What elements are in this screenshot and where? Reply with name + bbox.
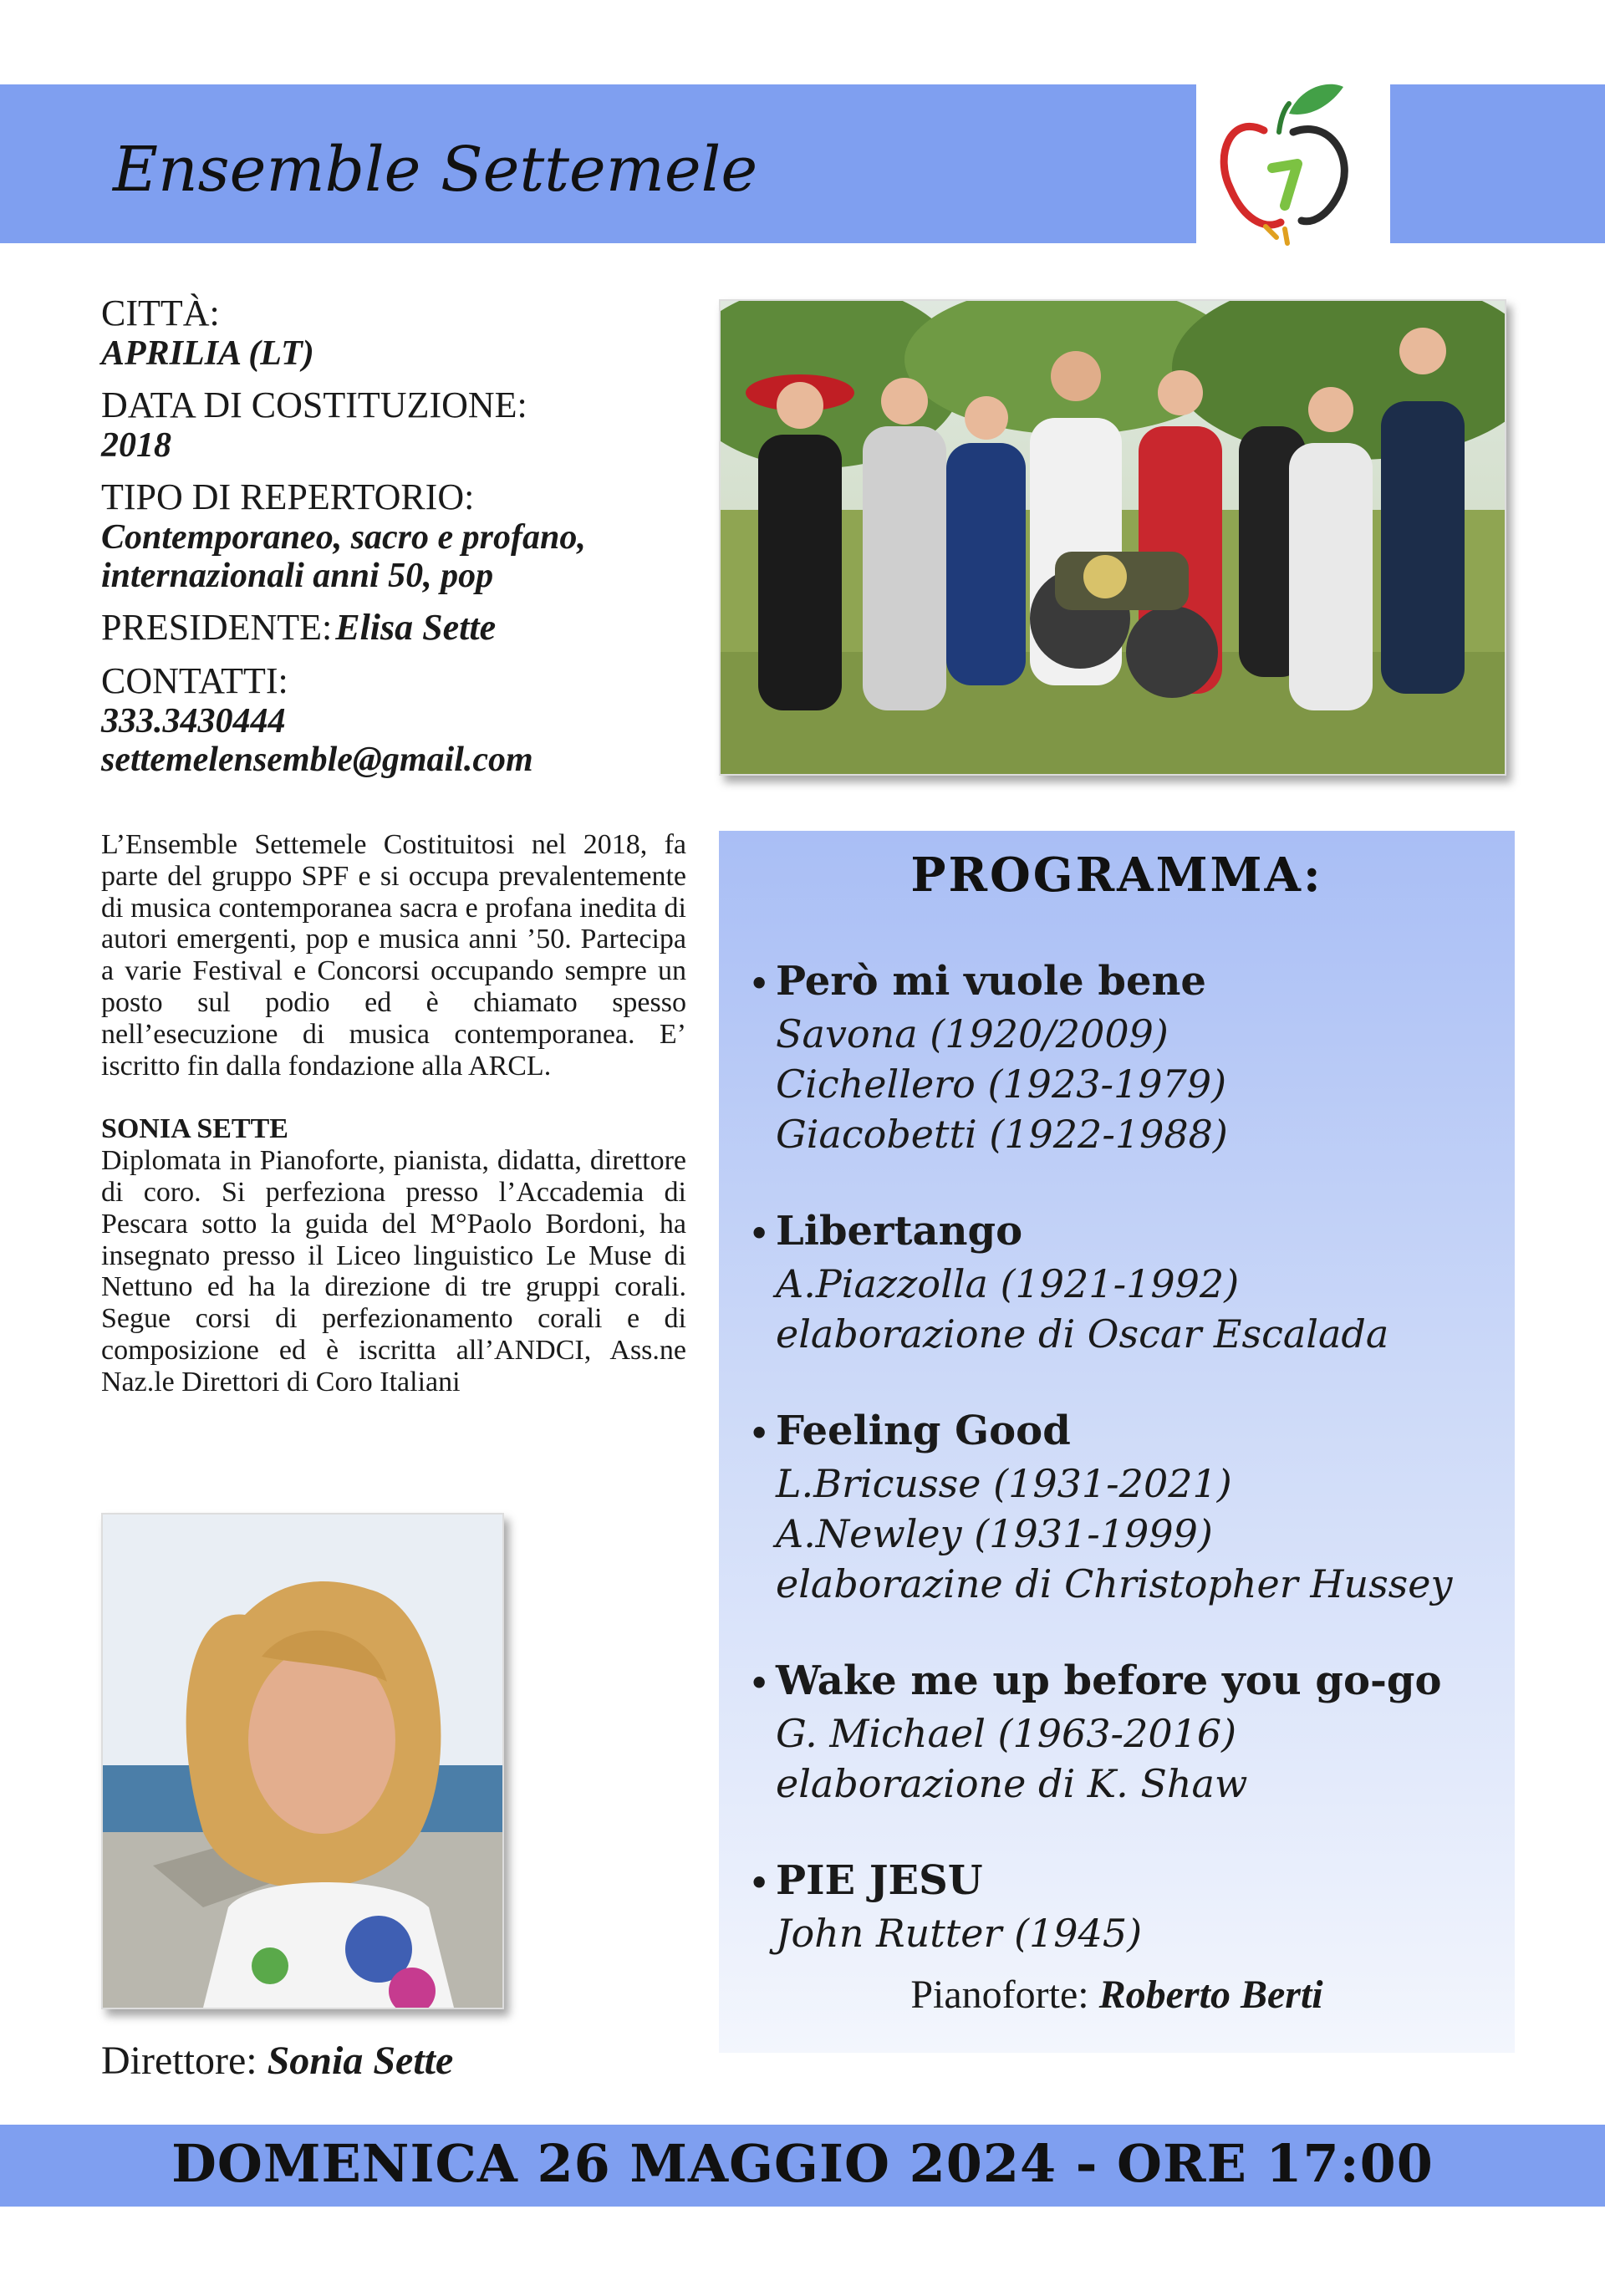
programma-item <box>749 1656 1501 1809</box>
piece-title: Wake me up before you go-go <box>776 1657 1442 1704</box>
presidente-label: PRESIDENTE: <box>101 607 333 648</box>
sonia-description: Diplomata in Pianoforte, pianista, didatta, direttore di coro. Si perfeziona presso l’Accademia di Pescara sotto la guida del M°Paolo Bordoni, ha insegnato presso il Liceo linguistico Le Muse di Nettuno ed ha la direzione di tre gruppi corali. Segue corsi di perfezionamento corali e di composizione ed è iscritta all’ANDCI, Ass.ne Naz.le Direttori di Coro Italiani <box>101 1145 686 1397</box>
programma-item <box>749 1406 1501 1609</box>
piece-credit: elaborazine di Christopher Hussey <box>776 1561 1453 1606</box>
pianoforte-line <box>719 1972 1515 2018</box>
piece-credit: Giacobetti (1922-1988) <box>776 1112 1228 1157</box>
piece-title: PIE JESU <box>776 1857 983 1904</box>
pianoforte-value: Roberto Berti <box>1098 1973 1323 2017</box>
direttore-value: Sonia Sette <box>267 2039 454 2083</box>
contatti-label: CONTATTI: <box>101 660 288 701</box>
piece-credit: elaborazione di K. Shaw <box>776 1761 1248 1806</box>
citta-value: APRILIA (LT) <box>101 334 314 373</box>
piece-credit: John Rutter (1945) <box>776 1911 1143 1956</box>
piece-credit: Cichellero (1923-1979) <box>776 1061 1227 1107</box>
programma-item <box>749 1856 1501 1958</box>
piece-credit: Savona (1920/2009) <box>776 1011 1169 1056</box>
bullet-icon: • <box>749 1414 770 1452</box>
data-value: 2018 <box>101 426 171 465</box>
bio-text <box>101 829 686 1398</box>
repertorio-line-1: Contemporaneo, sacro e profano, <box>101 518 586 557</box>
direttore-line <box>101 2038 453 2084</box>
group-photo <box>719 299 1506 776</box>
piece-credit: A.Newley (1931-1999) <box>776 1511 1213 1556</box>
header-bar-right <box>1390 84 1605 243</box>
citta-label: CITTÀ: <box>101 293 220 333</box>
piece-credit: G. Michael (1963-2016) <box>776 1711 1237 1756</box>
apple-logo <box>1214 80 1364 247</box>
page-title: Ensemble Settemele <box>113 134 758 206</box>
piece-title: Però mi vuole bene <box>776 958 1206 1005</box>
piece-credit: elaborazione di Oscar Escalada <box>776 1311 1389 1357</box>
ensemble-description: L’Ensemble Settemele Costituitosi nel 2018, fa parte del gruppo SPF e si occupa prevalentemente di musica contemporanea sacra e profana inedita di autori emergenti, pop e musica anni ’50. Partecipa a varie Festival e Concorsi occupando sempre un posto sul podio ed è chiamato spesso nell’esecuzione di musica contemporanea. E’ iscritto fin dalla fondazione alla ARCL. <box>101 829 686 1082</box>
bullet-icon: • <box>749 1664 770 1702</box>
programma-box <box>719 831 1515 2053</box>
data-label: DATA DI COSTITUZIONE: <box>101 384 527 425</box>
phone-number[interactable]: 333.3430444 <box>101 702 286 741</box>
direttore-label: Direttore: <box>101 2039 257 2083</box>
piece-title: Feeling Good <box>776 1408 1071 1454</box>
repertorio-label: TIPO DI REPERTORIO: <box>101 476 475 517</box>
programma-item <box>749 1206 1501 1359</box>
bullet-icon: • <box>749 1214 770 1252</box>
programma-list <box>749 956 1501 2005</box>
programma-title: PROGRAMMA: <box>910 848 1323 903</box>
bullet-icon: • <box>749 965 770 1002</box>
pianoforte-label: Pianoforte: <box>910 1973 1089 2017</box>
piece-credit: A.Piazzolla (1921-1992) <box>776 1261 1240 1306</box>
sonia-name: SONIA SETTE <box>101 1113 288 1145</box>
piece-title: Libertango <box>776 1208 1023 1255</box>
presidente-value: Elisa Sette <box>335 607 497 648</box>
programma-item <box>749 956 1501 1159</box>
repertorio-line-2: internazionali anni 50, pop <box>101 557 494 595</box>
info-block <box>101 293 703 791</box>
event-date: DOMENICA 26 MAGGIO 2024 - ORE 17:00 <box>171 2133 1434 2194</box>
email-link[interactable]: settemelensemble@gmail.com <box>101 741 533 779</box>
director-photo <box>101 1513 504 2009</box>
bullet-icon: • <box>749 1864 770 1901</box>
piece-credit: L.Bricusse (1931-2021) <box>776 1461 1232 1506</box>
